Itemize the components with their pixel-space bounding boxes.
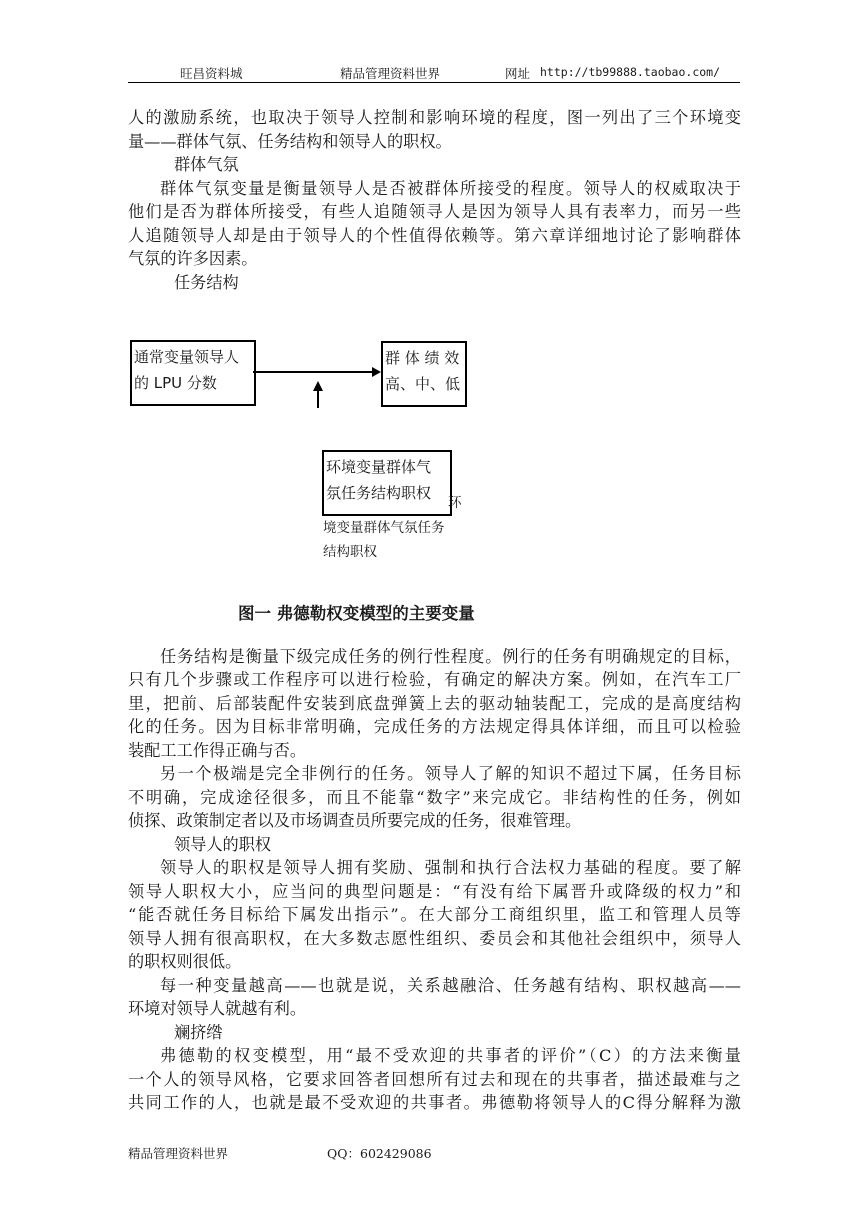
box-environment-variables <box>322 450 452 516</box>
section-heading-task-structure: 任务结构 <box>174 273 239 292</box>
body-line: 领导人职权大小，应当问的典型问题是：“有没有给下属晋升或降级的权力”和 <box>128 882 741 901</box>
figure-caption: 图一 弗德勒权变模型的主要变量 <box>238 604 475 623</box>
body-line: 气氛的许多因素。 <box>128 249 258 268</box>
box-text: 环境变量群体气 <box>326 458 432 476</box>
body-line: 另一个极端是完全非例行的任务。领导人了解的知识不超过下属，任务目标 <box>160 764 741 783</box>
body-line: 装配工工作得正确与否。 <box>128 741 307 760</box>
body-line: 量——群体气氛、任务结构和领导人的职权。 <box>128 132 452 151</box>
body-line: 人的激励系统，也取决于领导人控制和影响环境的程度，图一列出了三个环境变 <box>128 108 741 127</box>
header-url-link[interactable]: http://tb99888.taobao.com/ <box>540 65 721 79</box>
box-text: 高、中、低 <box>385 375 461 393</box>
arrow-up-head <box>313 381 323 391</box>
body-line: 环境对领导人就越有利。 <box>128 999 307 1018</box>
box-text: 的 LPU 分数 <box>134 374 217 392</box>
body-line: 任务结构是衡量下级完成任务的例行性程度。例行的任务有明确规定的目标， <box>160 647 741 666</box>
body-line: 弗德勒的权变模型，用“最不受欢迎的共事者的评价”（C）的方法来衡量 <box>160 1046 741 1065</box>
section-heading-misc: 斓挤绺 <box>174 1023 223 1042</box>
body-line: “能否就任务目标给下属发出指示”。在大部分工商组织里，监工和管理人员等 <box>128 905 741 924</box>
box-text: 群 体 绩 效 <box>385 349 460 367</box>
header-center-title: 精品管理资料世界 <box>340 66 441 81</box>
footer-qq: QQ：602429086 <box>327 1146 432 1161</box>
overflow-label-char: 环 <box>448 495 462 511</box>
body-line: 领导人拥有很高职权，在大多数志愿性组织、委员会和其他社会组织中，须导人 <box>128 929 741 948</box>
overflow-label-line: 结构职权 <box>323 544 377 560</box>
body-line: 里，把前、后部装配件安装到底盘弹簧上去的驱动轴装配工，完成的是高度结构 <box>128 694 741 713</box>
header-url-label: 网址 <box>505 66 531 81</box>
body-line: 他们是否为群体所接受，有些人追随领寻人是因为领导人具有表率力，而另一些 <box>128 202 741 221</box>
body-line: 领导人的职权是领导人拥有奖励、强制和执行合法权力基础的程度。要了解 <box>160 858 741 877</box>
body-line: 共同工作的人，也就是最不受欢迎的共事者。弗德勒将领导人的C得分解释为激 <box>128 1093 741 1112</box>
arrow-right-head <box>372 367 381 377</box>
body-line: 群体气氛变量是衡量领导人是否被群体所接受的程度。领导人的权威取决于 <box>160 179 741 198</box>
body-line: 只有几个步骤或工作程序可以进行检验，有确定的解决方案。例如，在汽车工厂 <box>128 670 741 689</box>
header-site-name: 旺昌资料城 <box>180 66 243 81</box>
box-text: 氛任务结构职权 <box>326 484 432 502</box>
body-line: 的职权则很低。 <box>128 952 242 971</box>
footer-site-name: 精品管理资料世界 <box>128 1146 229 1161</box>
body-line: 一个人的领导风格，它要求回答者回想所有过去和现在的共事者，描述最难与之 <box>128 1070 741 1089</box>
section-heading-leader-power: 领导人的职权 <box>174 835 272 854</box>
body-line: 人追随领导人却是由于领导人的个性值得依赖等。第六章详细地讨论了影响群体 <box>128 226 741 245</box>
overflow-label-line: 境变量群体气氛任务 <box>323 520 445 536</box>
body-line: 不明确，完成途径很多，而且不能靠“数字”来完成它。非结构性的任务，例如 <box>128 788 741 807</box>
body-line: 化的任务。因为目标非常明确，完成任务的方法规定得具体详细，而且可以检验 <box>128 717 741 736</box>
box-text: 通常变量领导人 <box>134 348 240 366</box>
section-heading-group-atmosphere: 群体气氛 <box>174 155 239 174</box>
body-line: 每一种变量越高——也就是说，关系越融洽、任务越有结构、职权越高—— <box>160 976 741 995</box>
body-line: 侦探、政策制定者以及市场调查员所要完成的任务，很难管理。 <box>128 811 582 830</box>
